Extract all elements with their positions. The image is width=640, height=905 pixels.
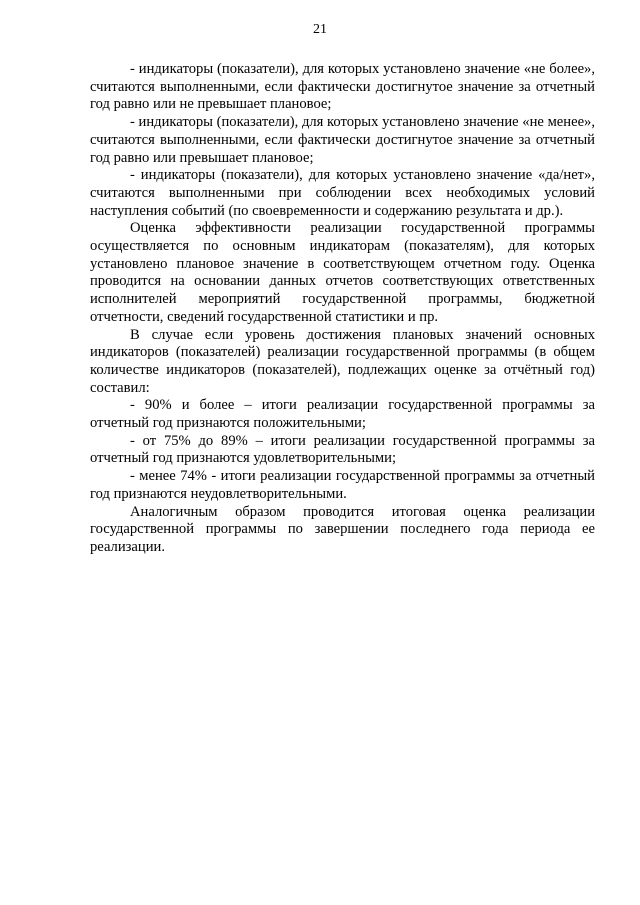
paragraph-result-unsatisfactory: - менее 74% - итоги реализации государственной программы за отчетный год признаются неудовлетворительными. <box>90 468 595 502</box>
paragraph-indicator-not-less: - индикаторы (показатели), для которых установлено значение «не менее», считаются выполненными, если фактически достигнутое значение за отчетный год равно или превышает плановое; <box>90 114 595 166</box>
paragraph-result-positive: - 90% и более – итоги реализации государственной программы за отчетный год признаются положительными; <box>90 397 595 432</box>
paragraph-efficiency-evaluation: Оценка эффективности реализации государственной программы осуществляется по основным индикаторам (показателям), для которых установлено плановое значение в соответствующем отчетном году. Оценка проводится на основании данных отчетов соответствующих ответственных исполнителей мероприятий государственной программы, бюджетной отчетности, сведений государственной статистики и пр. <box>90 220 595 325</box>
paragraph-result-satisfactory: - от 75% до 89% – итоги реализации государственной программы за отчетный год признаются удовлетворительными; <box>90 432 595 467</box>
paragraph-final-evaluation: Аналогичным образом проводится итоговая оценка реализации государственной программы по завершении последнего года периода ее реализации. <box>90 503 595 555</box>
page-number: 21 <box>313 22 327 37</box>
paragraph-achievement-level: В случае если уровень достижения плановых значений основных индикаторов (показателей) реализации государственной программы (в общем количестве индикаторов (показателей), подлежащих оценке за отчётный год) составил: <box>90 326 595 396</box>
paragraph-indicator-not-more: - индикаторы (показатели), для которых установлено значение «не более», считаются выполненными, если фактически достигнутое значение за отчетный год равно или не превышает плановое; <box>90 61 595 113</box>
paragraph-indicator-yes-no: - индикаторы (показатели), для которых установлено значение «да/нет», считаются выполненными при соблюдении всех необходимых условий наступления событий (по своевременности и содержанию результата и др.). <box>90 167 595 219</box>
body-text <box>90 61 595 557</box>
